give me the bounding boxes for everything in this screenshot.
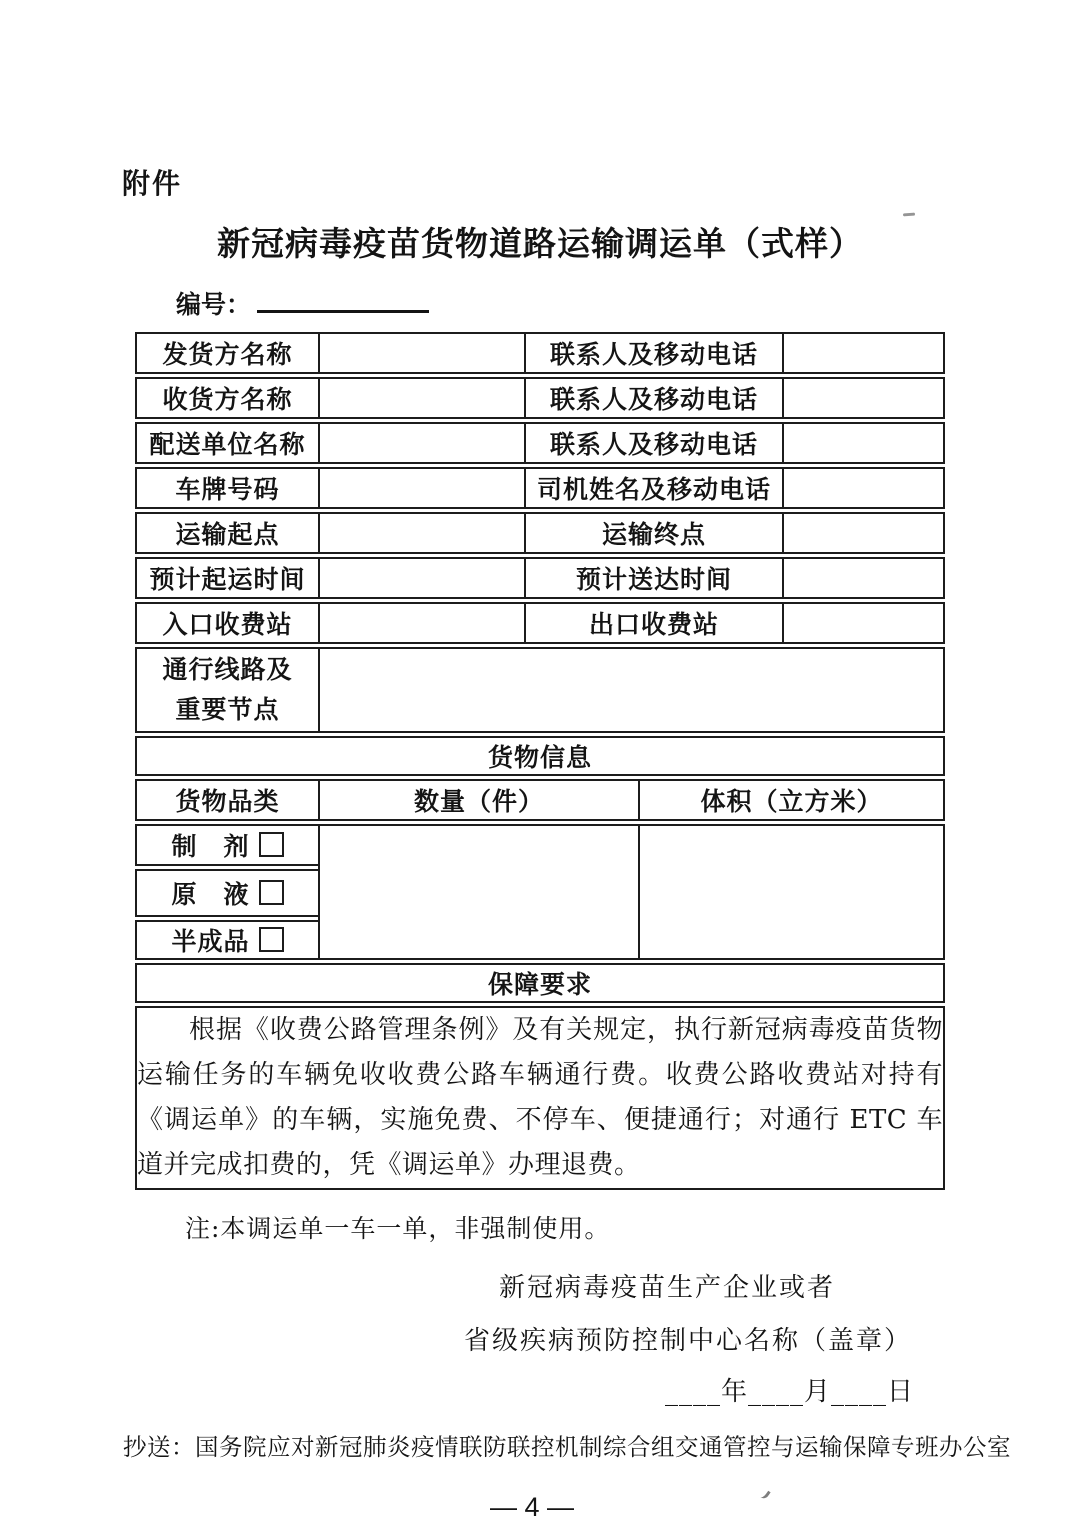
date-blank-line: ____年____月____日 bbox=[664, 1377, 914, 1407]
label-est-arrival-time: 预计送达时间 bbox=[524, 557, 782, 599]
cargo-header-row bbox=[135, 779, 945, 821]
label-exit-toll-station: 出口收费站 bbox=[524, 602, 782, 644]
label-contact-phone-3: 联系人及移动电话 bbox=[524, 422, 782, 464]
label-est-departure-time: 预计起运时间 bbox=[135, 557, 318, 599]
checkbox-stock-solution bbox=[259, 880, 284, 905]
page-number: — 4 — bbox=[489, 1492, 575, 1522]
cell-transport-destination-value bbox=[782, 512, 945, 554]
label-consignor-name: 发货方名称 bbox=[135, 332, 318, 374]
cell-plate-number-value bbox=[318, 467, 524, 509]
guarantee-text: 根据《收费公路管理条例》及有关规定，执行新冠病毒疫苗货物运输任务的车辆免收收费公路车辆通行费。收费公路收费站对持有《调运单》的车辆，实施免费、不停车、便捷通行；对通行 ETC 车道并完成扣费的，凭《调运单》办理退费。 bbox=[135, 1006, 945, 1190]
table-row bbox=[135, 557, 945, 599]
category-stock-solution: 原 液 bbox=[135, 869, 318, 917]
label-delivery-unit-name: 配送单位名称 bbox=[135, 422, 318, 464]
guarantee-text-row bbox=[135, 1006, 945, 1190]
table-row bbox=[135, 332, 945, 374]
label-contact-phone-2: 联系人及移动电话 bbox=[524, 377, 782, 419]
category-preparation: 制 剂 bbox=[135, 824, 318, 866]
cargo-info-section-title: 货物信息 bbox=[135, 736, 945, 776]
cell-contact-phone-3-value bbox=[782, 422, 945, 464]
label-plate-number: 车牌号码 bbox=[135, 467, 318, 509]
label-entry-toll-station: 入口收费站 bbox=[135, 602, 318, 644]
label-contact-phone-1: 联系人及移动电话 bbox=[524, 332, 782, 374]
scan-artifact bbox=[903, 213, 915, 217]
signer-line-1: 新冠病毒疫苗生产企业或者 bbox=[498, 1273, 835, 1303]
cell-transit-route-value bbox=[318, 647, 945, 733]
table-row bbox=[135, 467, 945, 509]
checkbox-semi-finished bbox=[259, 927, 284, 952]
label-driver-name-phone: 司机姓名及移动电话 bbox=[524, 467, 782, 509]
label-cargo-category: 货物品类 bbox=[135, 779, 318, 821]
cell-consignor-name-value bbox=[318, 332, 524, 374]
cell-quantity-value bbox=[318, 824, 638, 960]
cell-transport-origin-value bbox=[318, 512, 524, 554]
document-footer bbox=[0, 1209, 1080, 1523]
cell-est-departure-time-value bbox=[318, 557, 524, 599]
cargo-info-section-row bbox=[135, 736, 945, 776]
checkbox-preparation bbox=[259, 832, 284, 857]
cc-line: 抄送：国务院应对新冠肺炎疫情联防联控机制综合组交通管控与运输保障专班办公室 bbox=[123, 1433, 1011, 1461]
cell-consignee-name-value bbox=[318, 377, 524, 419]
category-semi-finished: 半成品 bbox=[135, 920, 318, 960]
guarantee-section-title: 保障要求 bbox=[135, 963, 945, 1003]
cell-volume-value bbox=[638, 824, 945, 960]
route-row bbox=[135, 647, 945, 733]
serial-number-line bbox=[176, 285, 1080, 321]
table-row bbox=[135, 377, 945, 419]
cell-driver-name-phone-value bbox=[782, 467, 945, 509]
label-cargo-volume: 体积（立方米） bbox=[638, 779, 945, 821]
table-row bbox=[135, 512, 945, 554]
table-row bbox=[135, 422, 945, 464]
signer-line-2: 省级疾病预防控制中心名称（盖章） bbox=[463, 1326, 912, 1356]
cell-est-arrival-time-value bbox=[782, 557, 945, 599]
cell-delivery-unit-name-value bbox=[318, 422, 524, 464]
cell-contact-phone-1-value bbox=[782, 332, 945, 374]
cargo-category-row bbox=[135, 824, 945, 866]
attachment-label: 附件 bbox=[122, 168, 183, 199]
serial-label: 编号： bbox=[176, 291, 252, 319]
label-transport-destination: 运输终点 bbox=[524, 512, 782, 554]
cell-contact-phone-2-value bbox=[782, 377, 945, 419]
usage-note: 注:本调运单一车一单，非强制使用。 bbox=[185, 1214, 611, 1243]
document-title: 新冠病毒疫苗货物道路运输调运单（式样） bbox=[217, 225, 863, 262]
cell-entry-toll-station-value bbox=[318, 602, 524, 644]
serial-blank-underline bbox=[257, 286, 429, 313]
label-transport-origin: 运输起点 bbox=[135, 512, 318, 554]
guarantee-section-row bbox=[135, 963, 945, 1003]
table-row bbox=[135, 602, 945, 644]
dispatch-form-table bbox=[135, 329, 945, 1193]
label-cargo-quantity: 数量（件） bbox=[318, 779, 638, 821]
label-transit-route: 通行线路及 重要节点 bbox=[135, 647, 318, 733]
label-consignee-name: 收货方名称 bbox=[135, 377, 318, 419]
cell-exit-toll-station-value bbox=[782, 602, 945, 644]
